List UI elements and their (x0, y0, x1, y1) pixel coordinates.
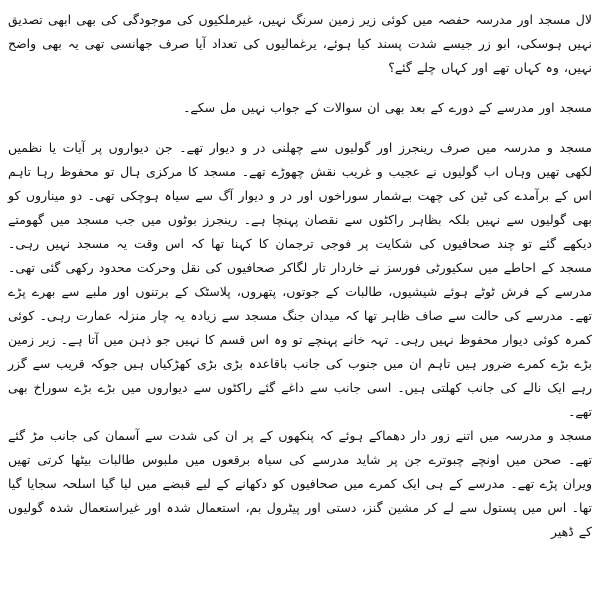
paragraph-explosions: مسجد و مدرسہ میں اتنے زور دار دھماکے ہوئے کہ پنکھوں کے پر ان کی شدت سے آسمان کی جانب مڑ گئے تھے۔ صحن میں اونچے چبوترے جن پر شاید مدرسے کی سیاہ برقعوں میں ملبوس طالبات بیٹھا کرتی تھیں ویران پڑے تھے۔ مدرسے کے ہی ایک کمرے میں صحافیوں کو دکھانے کے لیے قبضے میں لیا گیا اسلحہ سجایا گیا تھا۔ اس میں پستول سے لے کر مشین گنز، دستی اور پیٹرول بم، استعمال شدہ اور غیراستعمال شدہ گولیوں کے ڈھیر (8, 428, 592, 539)
paragraph-intro: لال مسجد اور مدرسہ حفصہ میں کوئی زیر زمین سرنگ نہیں، غیرملکیوں کی موجودگی کی بھی ابھی تصدیق نہیں ہوسکی، ابو زر جیسے شدت پسند کیا ہوئے، یرغمالیوں کی تعداد آیا صرف جھانسی تھی یہ بھی واضح نہیں، وہ کہاں تھے اور کہاں چلے گئے؟ (8, 12, 592, 75)
paragraph-unanswered-questions: مسجد اور مدرسے کے دورے کے بعد بھی ان سوالات کے جواب نہیں مل سکے۔ (183, 100, 592, 115)
paragraph-spacer (8, 120, 592, 136)
paragraph-spacer (8, 80, 592, 96)
paragraph-damage-description: مسجد و مدرسہ میں صرف رینجرز اور گولیوں سے چھلنی در و دیوار تھے۔ جن دیواروں پر آیات یا نظمیں لکھی تھیں وہاں اب گولیوں نے عجیب و غریب نقش چھوڑے تھے۔ مسجد کا مرکزی ہال تو محفوظ رہا تاہم اس کے برآمدے کی ٹین کی چھت بےشمار سوراخوں اور در و دیوار آگ سے سیاہ ہوچکی تھی۔ دو میناروں کو بھی گولیوں سے نہیں بلکہ بظاہر راکٹوں سے نقصان پہنچا ہے۔ رینجرز بوٹوں میں جب مسجد میں گھومتے دیکھے گئے تو چند صحافیوں کی شکایت پر فوجی ترجمان کا کہنا تھا کہ اس وقت یہ مسجد نہیں رہی۔ مسجد کے احاطے میں سکیورٹی فورسز نے خاردار تار لگاکر صحافیوں کی نقل وحرکت محدود رکھی گئی تھی۔ مدرسے کے فرش ٹوٹے ہوئے شیشیوں، طالبات کے جوتوں، پتھروں، پلاسٹک کے برتنوں اور ملبے سے بھرے پڑے تھے۔ مدرسے کی حالت سے صاف ظاہر تھا کہ میدان جنگ مسجد سے زیادہ یہ چار منزلہ عمارت رہی۔ کوئی کمرہ کوئی دیوار محفوظ نہیں رہی۔ تہہ خانے پہنچے تو وہ اس قسم کا نہیں جو ذہن میں آتا ہے۔ زیر زمین بڑے بڑے کمرے ضرور ہیں تاہم ان میں جنوب کی جانب باقاعدہ بڑی بڑی کھڑکیاں ہیں جوکہ قریب سے گزر رہے ایک نالے کی جانب کھلتی ہیں۔ اسی جانب سے داغے گئے راکٹوں سے دیواروں میں بڑے بڑے سوراخ بھی تھے۔ (8, 140, 592, 419)
